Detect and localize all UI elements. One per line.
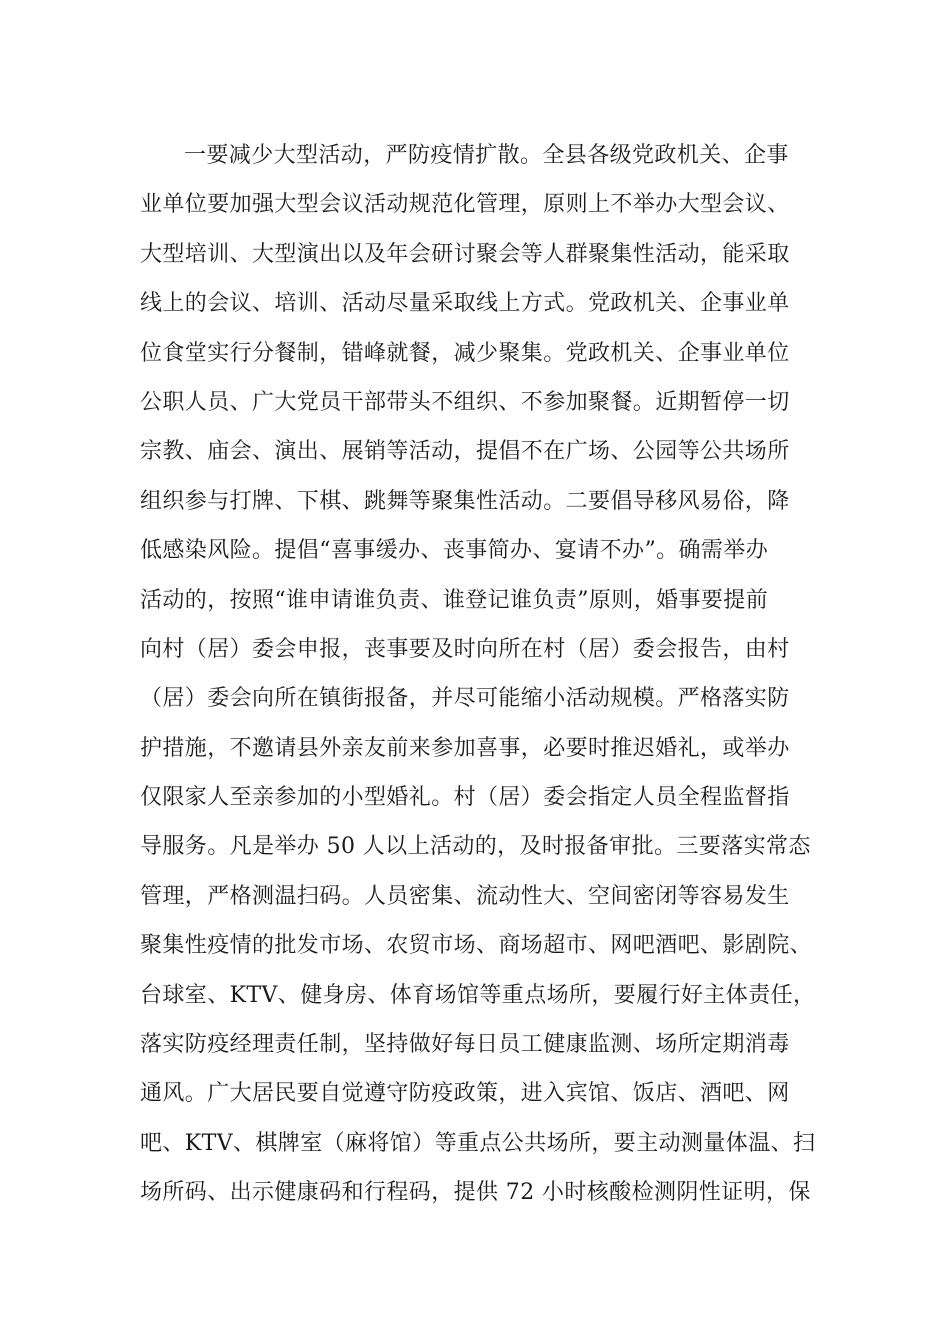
- text-line: 位食堂实行分餐制，错峰就餐，减少聚集。党政机关、企事业单位: [140, 340, 790, 366]
- text-line: 聚集性疫情的批发市场、农贸市场、商场超市、网吧酒吧、影剧院、: [140, 933, 813, 959]
- text-line: 护措施，不邀请县外亲友前来参加喜事，必要时推迟婚礼，或举办: [140, 735, 790, 761]
- text-line: 业单位要加强大型会议活动规范化管理，原则上不举办大型会议、: [140, 192, 790, 218]
- text-line: 低感染风险。提倡“喜事缓办、丧事简办、宴请不办”。确需举办: [140, 538, 769, 564]
- text-line: 一要减少大型活动，严防疫情扩散。全县各级党政机关、企事: [184, 143, 789, 168]
- text-line: 活动的，按照“谁申请谁负责、谁登记谁负责”原则，婚事要提前: [140, 587, 769, 613]
- text-line: 场所码、出示健康码和行程码，提供 72 小时核酸检测阴性证明，保: [140, 1180, 811, 1206]
- text-line: 向村（居）委会申报，丧事要及时向所在村（居）委会报告，由村: [140, 636, 790, 662]
- text-line: 通风。广大居民要自觉遵守防疫政策，进入宾馆、饭店、酒吧、网: [140, 1081, 790, 1107]
- text-line: 台球室、KTV、健身房、体育场馆等重点场所，要履行好主体责任，: [140, 982, 816, 1008]
- text-line: 仅限家人至亲参加的小型婚礼。村（居）委会指定人员全程监督指: [140, 785, 790, 811]
- text-line: 公职人员、广大党员干部带头不组织、不参加聚餐。近期暂停一切: [140, 389, 790, 415]
- text-line: 落实防疫经理责任制，坚持做好每日员工健康监测、场所定期消毒: [140, 1032, 790, 1058]
- text-line: 导服务。凡是举办 50 人以上活动的，及时报备审批。三要落实常态: [140, 834, 811, 860]
- text-line: 宗教、庙会、演出、展销等活动，提倡不在广场、公园等公共场所: [140, 439, 790, 465]
- body-paragraph: [140, 131, 940, 1218]
- text-line: 吧、KTV、棋牌室（麻将馆）等重点公共场所，要主动测量体温、扫: [140, 1130, 816, 1156]
- text-line: 大型培训、大型演出以及年会研讨聚会等人群聚集性活动，能采取: [140, 241, 790, 267]
- text-line: 线上的会议、培训、活动尽量采取线上方式。党政机关、企事业单: [140, 291, 790, 317]
- text-line: 组织参与打牌、下棋、跳舞等聚集性活动。二要倡导移风易俗，降: [140, 488, 790, 514]
- text-line: （居）委会向所在镇街报备，并尽可能缩小活动规模。严格落实防: [140, 686, 790, 712]
- text-line: 管理，严格测温扫码。人员密集、流动性大、空间密闭等容易发生: [140, 883, 790, 909]
